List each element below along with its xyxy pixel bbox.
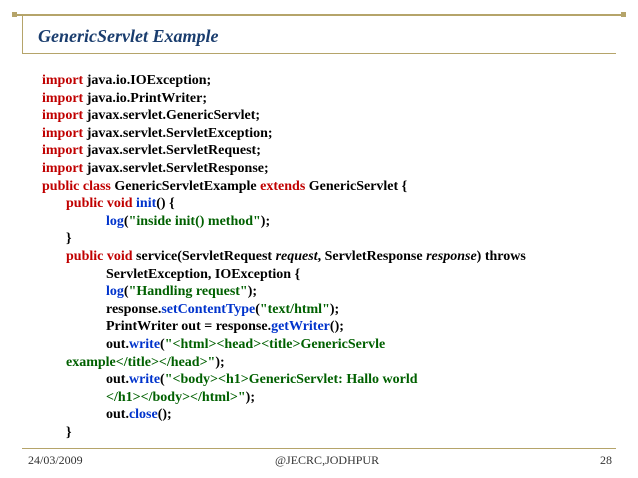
code-token: write bbox=[128, 372, 161, 388]
code-line bbox=[42, 389, 617, 407]
code-token: ( bbox=[123, 284, 129, 300]
code-token: example</title></head>" bbox=[66, 354, 216, 370]
code-token: "inside init() method" bbox=[128, 213, 261, 229]
code-token: import bbox=[42, 108, 84, 124]
code-token: , ServletResponse bbox=[317, 248, 427, 264]
code-token: out. bbox=[106, 407, 129, 423]
code-token: out. bbox=[106, 372, 129, 388]
code-token: out. bbox=[106, 336, 129, 352]
code-token: setContentType bbox=[161, 301, 256, 317]
code-token: javax.servlet.ServletResponse; bbox=[83, 160, 269, 176]
footer-page-number: 28 bbox=[600, 453, 612, 467]
footer-center: @JECRC,JODHPUR bbox=[275, 453, 380, 467]
code-token: </h1></body></html>" bbox=[106, 389, 246, 405]
code-token: log bbox=[106, 284, 124, 300]
code-line bbox=[42, 160, 617, 178]
code-token: ); bbox=[329, 301, 340, 317]
code-token: extends bbox=[260, 178, 306, 194]
code-token: "Handling request" bbox=[128, 284, 248, 300]
code-token: public void bbox=[66, 196, 133, 212]
code-token: "<html><head><title>GenericServle bbox=[164, 336, 386, 352]
code-token: getWriter bbox=[271, 319, 330, 335]
footer-date: 24/03/2009 bbox=[28, 453, 83, 467]
code-token: import bbox=[42, 125, 84, 141]
code-line bbox=[42, 142, 617, 160]
code-line bbox=[42, 406, 617, 424]
code-line bbox=[42, 90, 617, 108]
code-token: ( bbox=[160, 336, 165, 352]
code-line bbox=[42, 72, 617, 90]
corner-square-left bbox=[12, 12, 17, 17]
code-token: GenericServletExample bbox=[110, 178, 261, 194]
code-token: import bbox=[42, 90, 84, 106]
code-token: } bbox=[66, 231, 72, 247]
footer-rule bbox=[22, 448, 616, 449]
code-token: log bbox=[106, 213, 124, 229]
code-token: ); bbox=[260, 213, 271, 229]
corner-square-right bbox=[621, 12, 626, 17]
code-token: ); bbox=[215, 354, 225, 370]
code-token: javax.servlet.ServletException; bbox=[83, 125, 273, 141]
code-line bbox=[42, 178, 617, 196]
code-token: java.io.PrintWriter; bbox=[83, 90, 207, 106]
code-line bbox=[42, 213, 617, 231]
code-line bbox=[42, 266, 617, 284]
top-border bbox=[14, 14, 624, 16]
code-token: (); bbox=[157, 407, 172, 423]
code-token: javax.servlet.GenericServlet; bbox=[83, 108, 261, 124]
code-line bbox=[42, 336, 617, 354]
title-underline bbox=[22, 53, 616, 54]
code-token: PrintWriter out = response. bbox=[106, 319, 272, 335]
code-line bbox=[42, 301, 617, 319]
code-token: import bbox=[42, 160, 84, 176]
code-token: java.io.IOException; bbox=[83, 73, 212, 88]
code-token: request bbox=[275, 248, 318, 264]
code-token: response. bbox=[106, 301, 162, 317]
code-token: init bbox=[136, 196, 157, 212]
code-token: ( bbox=[160, 372, 165, 388]
code-token: response bbox=[426, 248, 477, 264]
code-token: ) throws bbox=[476, 248, 526, 264]
code-token: javax.servlet.ServletRequest; bbox=[83, 143, 261, 159]
code-token: () { bbox=[156, 196, 175, 212]
code-token: service(ServletRequest bbox=[132, 248, 276, 264]
code-line bbox=[42, 354, 617, 372]
code-token: import bbox=[42, 143, 84, 159]
code-token: (); bbox=[329, 319, 344, 335]
code-line bbox=[42, 371, 617, 389]
code-line bbox=[42, 195, 617, 213]
code-token: GenericServlet { bbox=[305, 178, 408, 194]
code-line bbox=[42, 318, 617, 336]
code-token: } bbox=[66, 424, 72, 440]
code-block bbox=[42, 72, 617, 441]
code-token: ); bbox=[247, 284, 258, 300]
code-token: write bbox=[128, 336, 161, 352]
code-token: ( bbox=[123, 213, 129, 229]
code-token: "<body><h1>GenericServlet: Hallo world bbox=[164, 372, 418, 388]
code-token: ServletException, IOException { bbox=[106, 266, 301, 282]
code-token: ); bbox=[245, 389, 255, 405]
code-token: "text/html" bbox=[259, 301, 330, 317]
code-token: ( bbox=[255, 301, 260, 317]
title-left-rule bbox=[22, 16, 23, 54]
code-token: import bbox=[42, 73, 84, 88]
code-line bbox=[42, 125, 617, 143]
code-line bbox=[42, 230, 617, 248]
code-line bbox=[42, 107, 617, 125]
code-line bbox=[42, 248, 617, 266]
code-token: public class bbox=[42, 178, 111, 194]
slide-title: GenericServlet Example bbox=[38, 26, 219, 46]
code-token: public void bbox=[66, 248, 133, 264]
code-line bbox=[42, 424, 617, 442]
code-token: close bbox=[128, 407, 158, 423]
code-line bbox=[42, 283, 617, 301]
